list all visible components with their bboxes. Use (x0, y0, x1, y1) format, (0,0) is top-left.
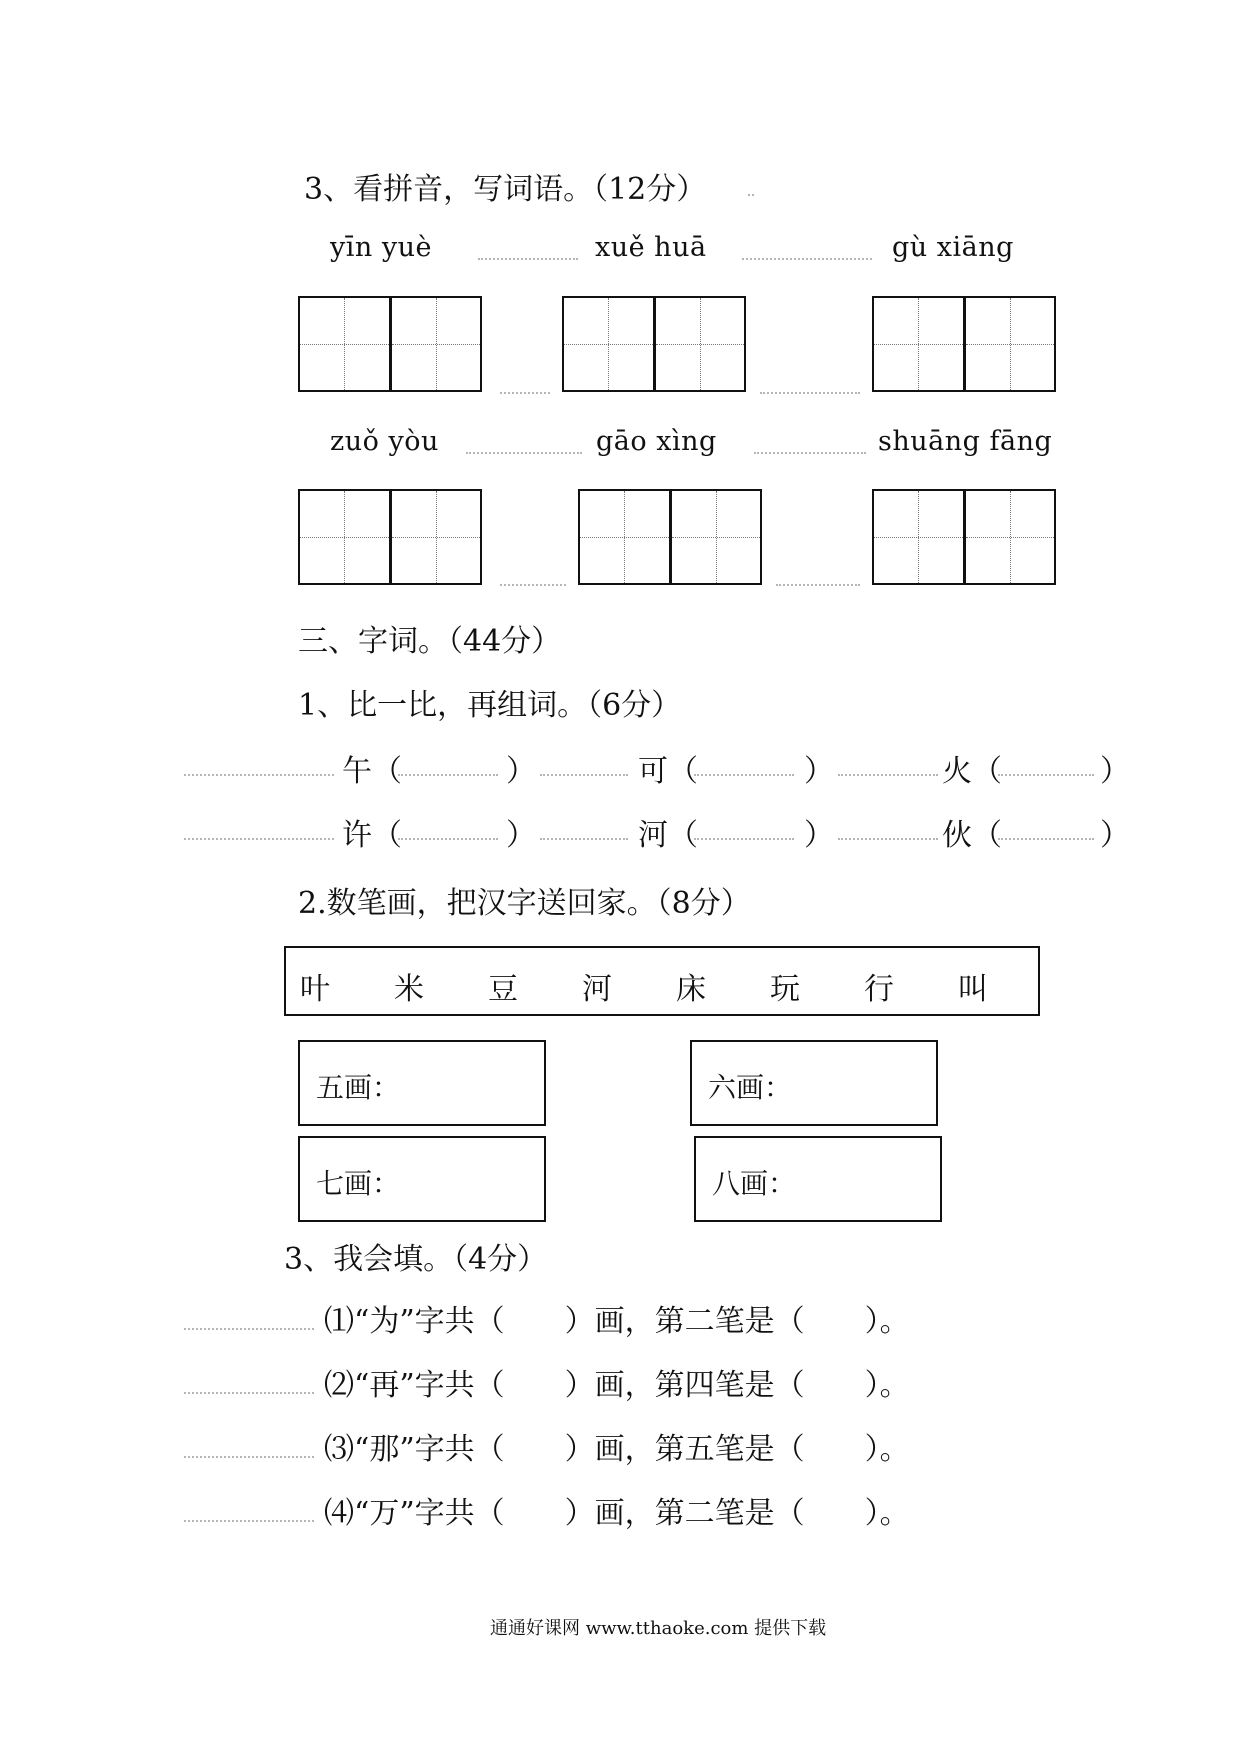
q2-heading: 2.数笔画，把汉字送回家。（8分） (298, 886, 751, 921)
stroke-box-six[interactable] (690, 1040, 938, 1126)
fill-item: ⑴“为”字共（ ）画，第二笔是（ ）。 (324, 1304, 910, 1339)
stroke-box-eight[interactable] (694, 1136, 942, 1222)
writing-grid[interactable] (872, 489, 1056, 585)
stroke-box-label: 五画： (316, 1071, 401, 1104)
close-paren: ） (506, 754, 536, 789)
pinyin-label: shuāng fāng (878, 426, 1053, 457)
writing-grid[interactable] (298, 489, 482, 585)
writing-grid[interactable] (578, 489, 762, 585)
pinyin-label: xuě huā (595, 232, 707, 263)
bank-char[interactable]: 米 (394, 972, 424, 1007)
fill-item: ⑶“那”字共（ ）画，第五笔是（ ）。 (324, 1432, 910, 1467)
pinyin-label: yīn yuè (330, 232, 432, 263)
close-paren: ） (804, 818, 834, 853)
footer-credit: 通通好课网 www.tthaoke.com 提供下载 (490, 1618, 827, 1639)
writing-grid[interactable] (562, 296, 746, 392)
compare-char: 伙（ (942, 818, 1002, 853)
compare-char: 可（ (638, 754, 698, 789)
bank-char[interactable]: 床 (676, 972, 706, 1007)
pinyin-label: zuǒ yòu (330, 426, 439, 457)
close-paren: ） (506, 818, 536, 853)
q1-heading: 1、比一比，再组词。（6分） (298, 688, 682, 723)
close-paren: ） (1100, 754, 1130, 789)
stroke-box-seven[interactable] (298, 1136, 546, 1222)
bank-char[interactable]: 豆 (488, 972, 518, 1007)
stroke-box-five[interactable] (298, 1040, 546, 1126)
close-paren: ） (804, 754, 834, 789)
stroke-box-label: 八画： (712, 1167, 797, 1200)
writing-grid[interactable] (872, 296, 1056, 392)
stroke-box-label: 七画： (316, 1167, 401, 1200)
section-heading: 三、字词。（44分） (298, 624, 562, 659)
fill-item: ⑷“万”字共（ ）画，第二笔是（ ）。 (324, 1496, 910, 1531)
bank-char[interactable]: 叶 (300, 972, 330, 1007)
bank-char[interactable]: 叫 (958, 972, 988, 1007)
compare-char: 河（ (638, 818, 698, 853)
pinyin-label: gāo xìng (596, 426, 717, 457)
compare-char: 许（ (342, 818, 402, 853)
character-bank (284, 946, 1040, 1016)
compare-char: 午（ (342, 754, 402, 789)
close-paren: ） (1100, 818, 1130, 853)
q3-pinyin-heading: 3、看拼音，写词语。（12分） (304, 172, 707, 207)
writing-grid[interactable] (298, 296, 482, 392)
q3-fill-heading: 3、我会填。（4分） (284, 1242, 548, 1277)
pinyin-label: gù xiāng (892, 232, 1014, 263)
bank-char[interactable]: 河 (582, 972, 612, 1007)
bank-char[interactable]: 行 (864, 972, 894, 1007)
compare-char: 火（ (942, 754, 1002, 789)
fill-item: ⑵“再”字共（ ）画，第四笔是（ ）。 (324, 1368, 910, 1403)
bank-char[interactable]: 玩 (770, 972, 800, 1007)
stroke-box-label: 六画： (708, 1071, 793, 1104)
